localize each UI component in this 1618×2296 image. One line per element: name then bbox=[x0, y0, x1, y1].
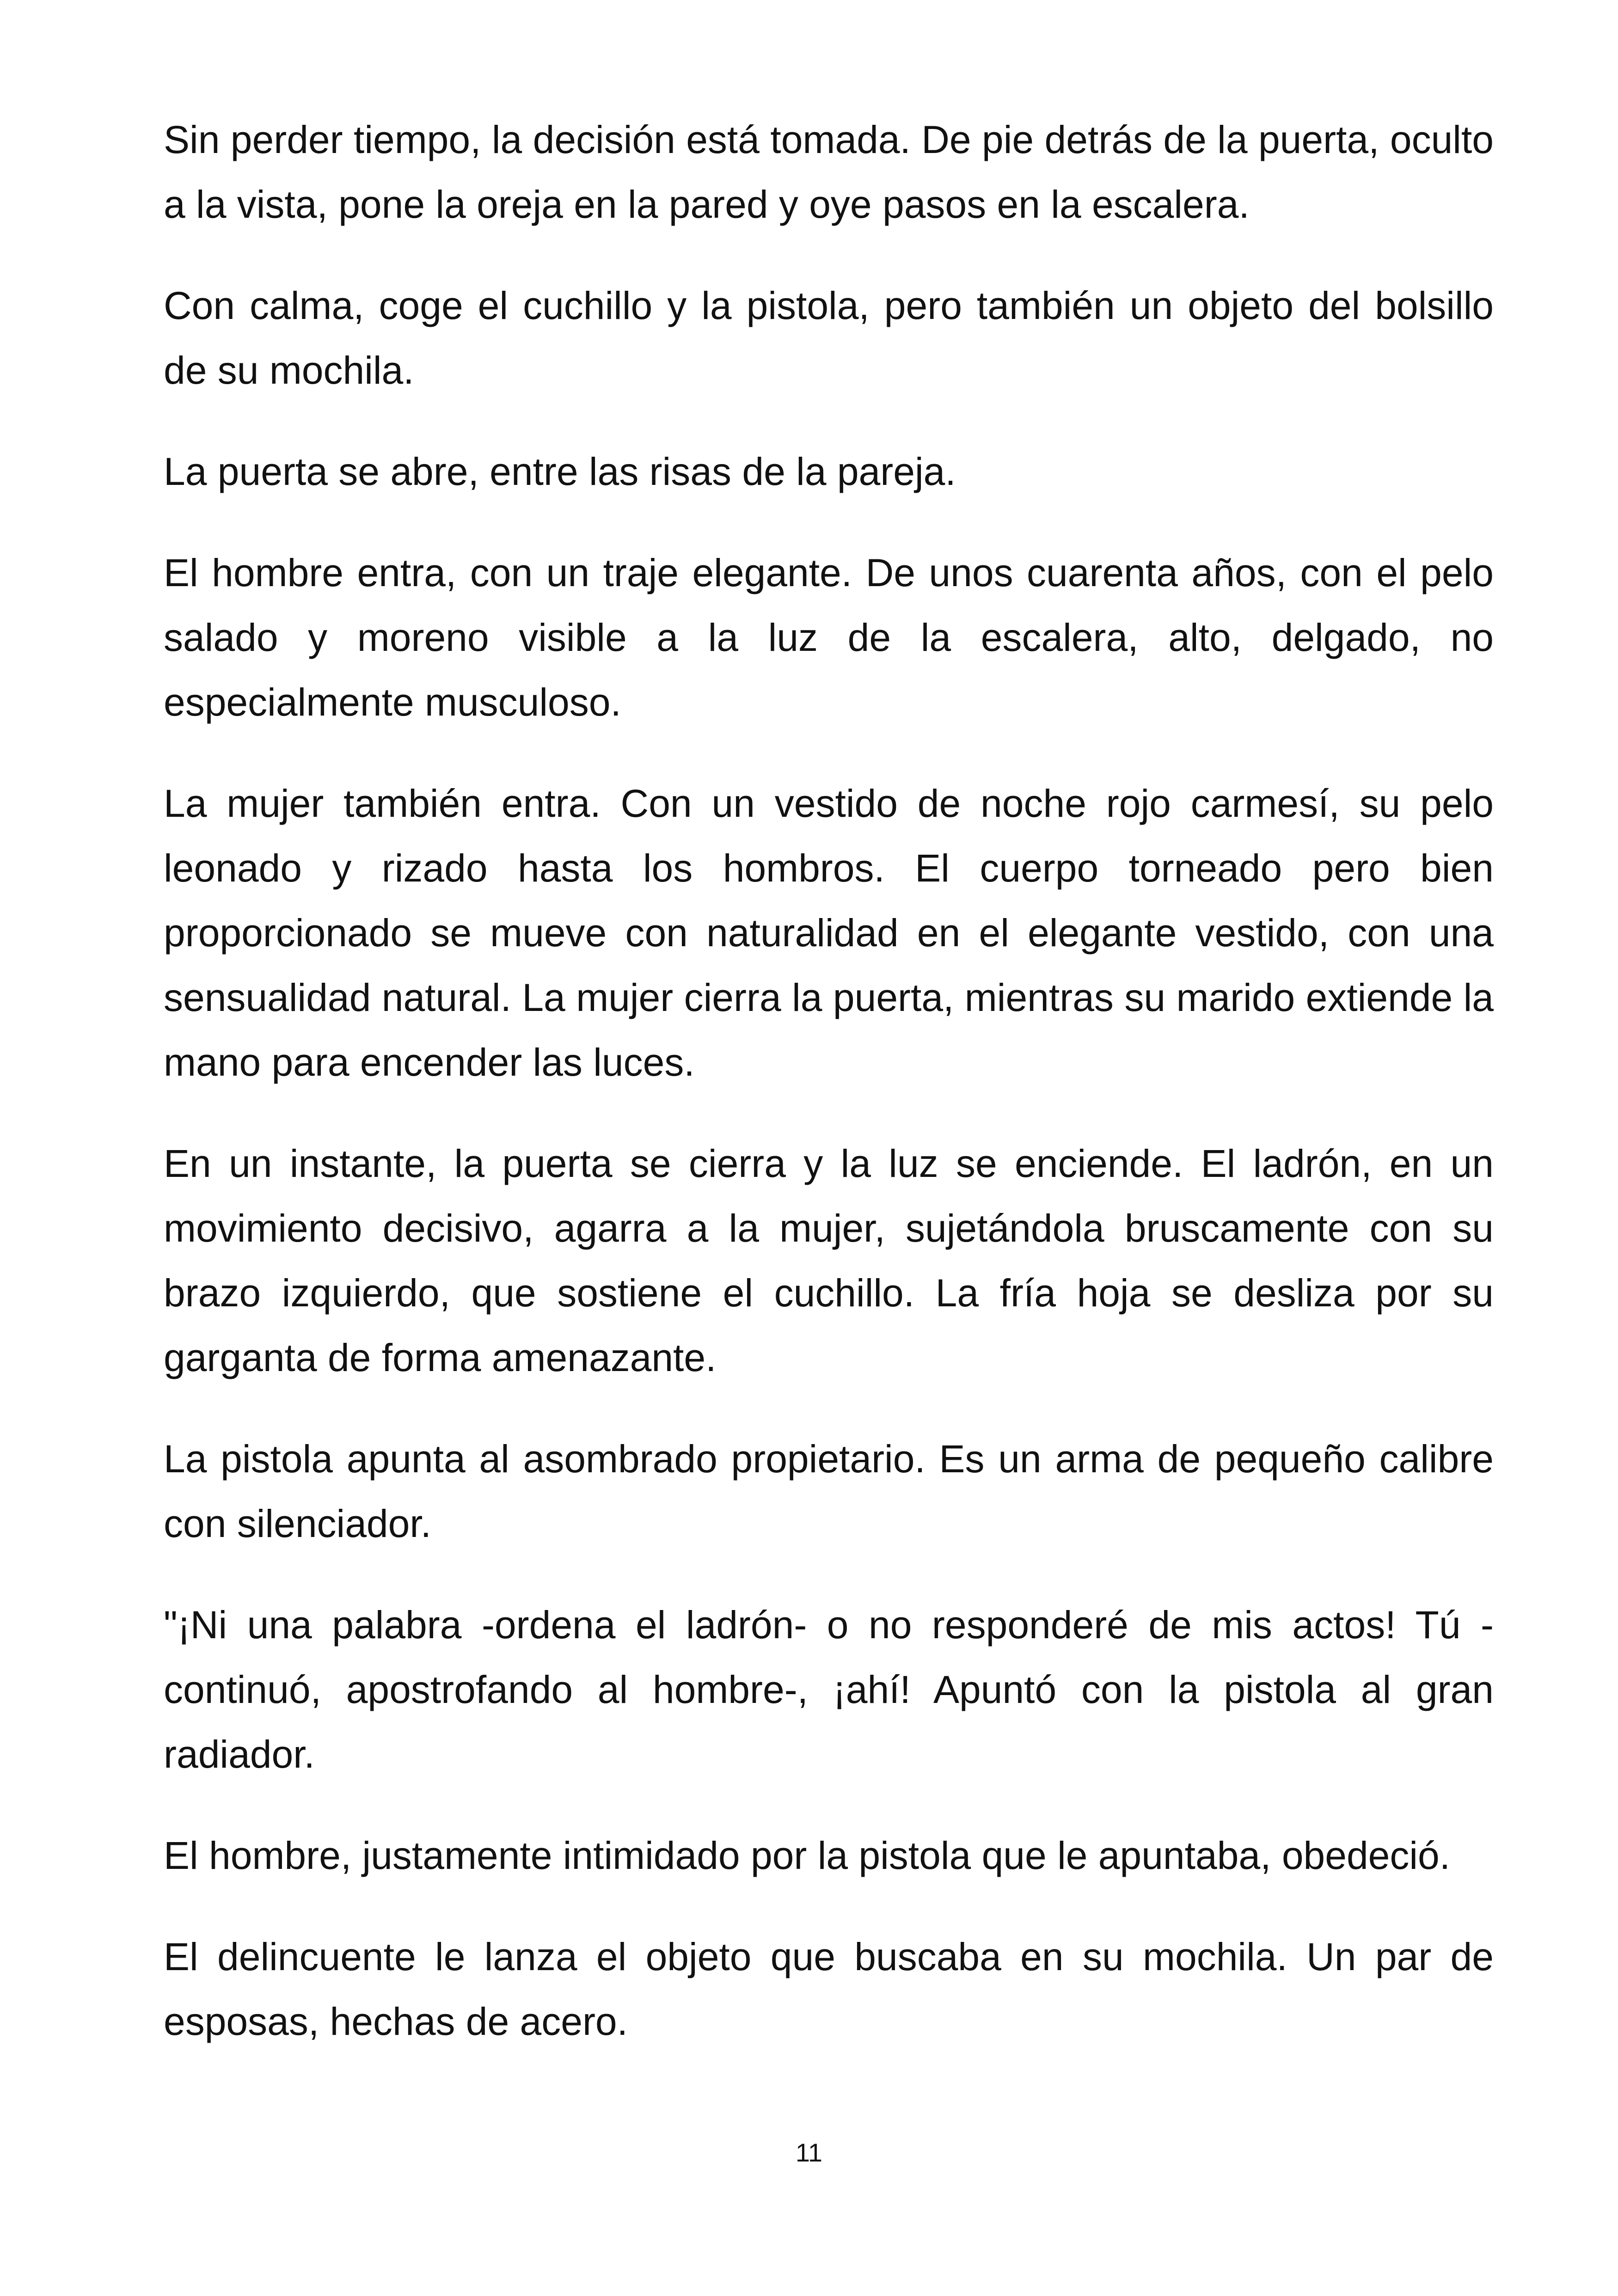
paragraph: La mujer también entra. Con un vestido de noche rojo carmesí, su pelo leonado y rizado hasta los hombros. El cuerpo torneado pero bien proporcionado se mueve con naturalidad en el elegante vestido, con una sensualidad natural. La mujer cierra la puerta, mientras su marido extiende la mano para encender las luces. bbox=[164, 782, 1494, 1084]
page-number: 11 bbox=[795, 2138, 823, 2167]
paragraph: Con calma, coge el cuchillo y la pistola, pero también un objeto del bolsillo de su mochila. bbox=[164, 284, 1494, 392]
paragraph: La pistola apunta al asombrado propietario. Es un arma de pequeño calibre con silenciador. bbox=[164, 1437, 1494, 1545]
paragraph: El hombre entra, con un traje elegante. De unos cuarenta años, con el pelo salado y moreno visible a la luz de la escalera, alto, delgado, no especialmente musculoso. bbox=[164, 551, 1494, 724]
paragraph: El delincuente le lanza el objeto que buscaba en su mochila. Un par de esposas, hechas de acero. bbox=[164, 1935, 1494, 2043]
paragraph: "¡Ni una palabra -ordena el ladrón- o no responderé de mis actos! Tú -continuó, apostrofando al hombre-, ¡ahí! Apuntó con la pistola al gran radiador. bbox=[164, 1603, 1494, 1776]
paragraph: En un instante, la puerta se cierra y la luz se enciende. El ladrón, en un movimiento decisivo, agarra a la mujer, sujetándola bruscamente con su brazo izquierdo, que sostiene el cuchillo. La fría hoja se desliza por su garganta de forma amenazante. bbox=[164, 1142, 1494, 1379]
paragraph: Sin perder tiempo, la decisión está tomada. De pie detrás de la puerta, oculto a la vista, pone la oreja en la pared y oye pasos en la escalera. bbox=[164, 118, 1494, 226]
paragraph: La puerta se abre, entre las risas de la pareja. bbox=[164, 450, 956, 493]
body-text bbox=[164, 107, 1494, 2090]
paragraph: El hombre, justamente intimidado por la pistola que le apuntaba, obedeció. bbox=[164, 1834, 1451, 1877]
